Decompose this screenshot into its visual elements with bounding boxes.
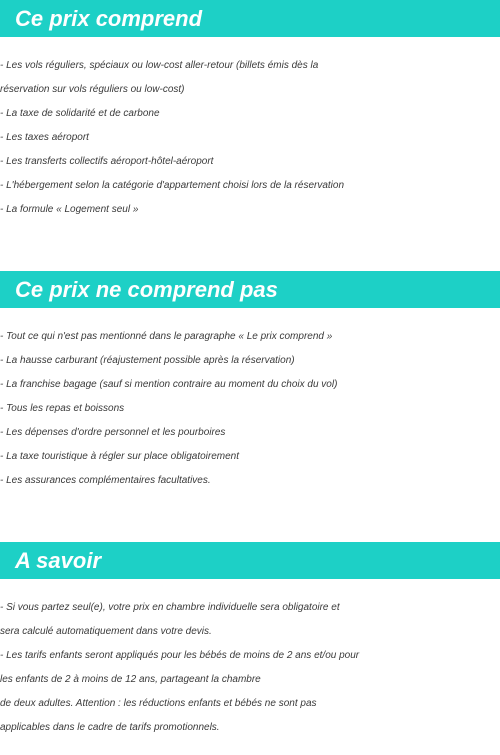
section-title: Ce prix comprend <box>0 0 500 37</box>
list-item: - Les tarifs enfants seront appliqués pour les bébés de moins de 2 ans et/ou pour <box>0 650 360 661</box>
list-item: - Tous les repas et boissons <box>0 403 125 414</box>
list-item: - Les assurances complémentaires facultatives. <box>0 475 211 486</box>
list-item: - Les taxes aéroport <box>0 132 89 143</box>
list-item: réservation sur vols réguliers ou low-cost) <box>0 84 185 95</box>
list-item: - Les transferts collectifs aéroport-hôtel-aéroport <box>0 156 214 167</box>
section-included <box>0 0 500 222</box>
list-item: - Les dépenses d'ordre personnel et les pourboires <box>0 427 226 438</box>
list-item: - Les vols réguliers, spéciaux ou low-cost aller-retour (billets émis dès la <box>0 60 319 71</box>
section-good-to-know <box>0 542 500 740</box>
list-item: de deux adultes. Attention : les réductions enfants et bébés ne sont pas <box>0 698 317 709</box>
list-item: - La hausse carburant (réajustement possible après la réservation) <box>0 355 295 366</box>
section-list <box>0 37 500 222</box>
section-title: Ce prix ne comprend pas <box>0 271 500 308</box>
list-item: applicables dans le cadre de tarifs promotionnels. <box>0 722 220 733</box>
list-item: les enfants de 2 à moins de 12 ans, partageant la chambre <box>0 674 261 685</box>
section-list <box>0 308 500 493</box>
section-title: A savoir <box>0 542 500 579</box>
list-item: - L'hébergement selon la catégorie d'appartement choisi lors de la réservation <box>0 180 345 191</box>
list-item: - Si vous partez seul(e), votre prix en chambre individuelle sera obligatoire et <box>0 602 340 613</box>
section-list <box>0 579 500 740</box>
section-not-included <box>0 271 500 493</box>
list-item: sera calculé automatiquement dans votre devis. <box>0 626 212 637</box>
list-item: - La taxe touristique à régler sur place obligatoirement <box>0 451 240 462</box>
list-item: - Tout ce qui n'est pas mentionné dans le paragraphe « Le prix comprend » <box>0 331 333 342</box>
list-item: - La franchise bagage (sauf si mention contraire au moment du choix du vol) <box>0 379 338 390</box>
list-item: - La taxe de solidarité et de carbone <box>0 108 160 119</box>
list-item: - La formule « Logement seul » <box>0 204 139 215</box>
